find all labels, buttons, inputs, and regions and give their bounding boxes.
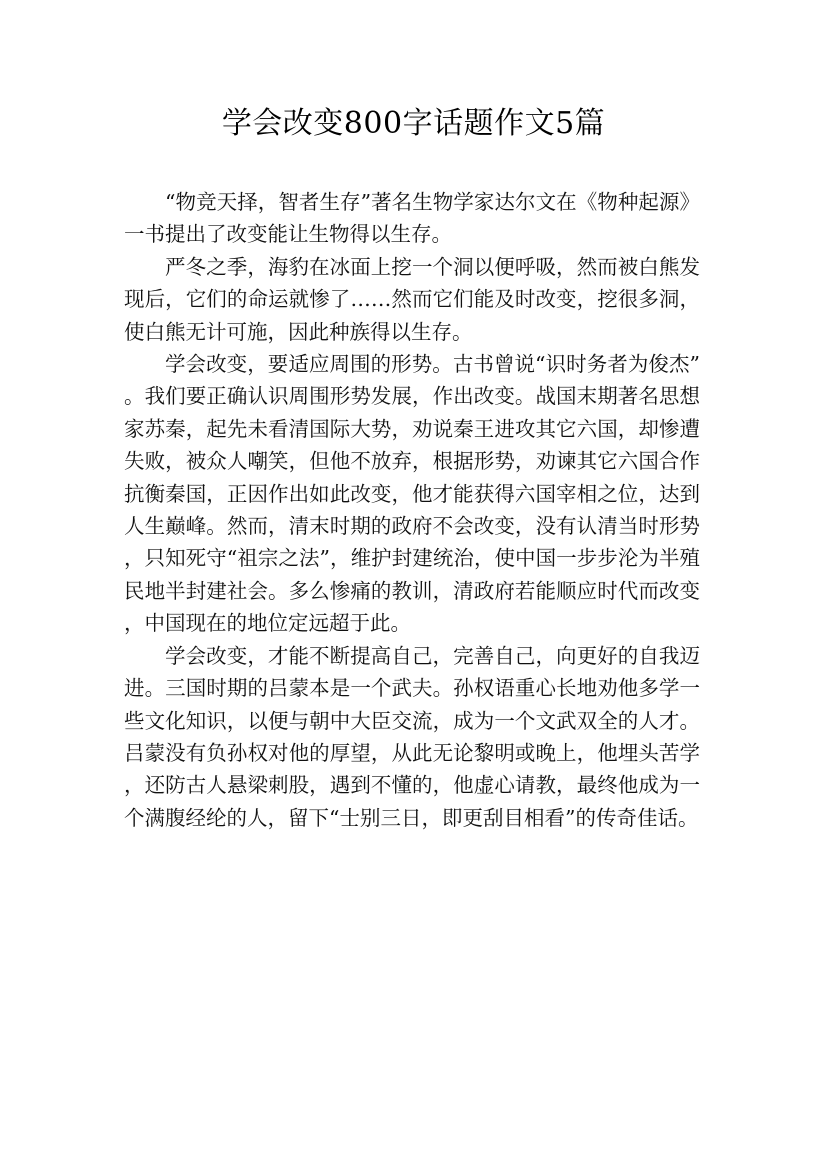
document-body [124,186,700,834]
paragraph-4: 学会改变，才能不断提高自己，完善自己，向更好的自我迈进。三国时期的吕蒙本是一个武夫。孙权语重心长地劝他多学一些文化知识，以便与朝中大臣交流，成为一个文武双全的人才。吕蒙没有负孙权对他的厚望，从此无论黎明或晚上，他埋头苦学，还防古人悬梁刺股，遇到不懂的，他虚心请教，最终他成为一个满腹经纶的人，留下“士别三日，即更刮目相看”的传奇佳话。 [124,643,700,830]
paragraph-1: “物竞天择，智者生存”著名生物学家达尔文在《物种起源》一书提出了改变能让生物得以生存。 [124,190,700,247]
paragraph-2: 严冬之季，海豹在冰面上挖一个洞以便呼吸，然而被白熊发现后，它们的命运就惨了……然而它们能及时改变，挖很多洞，使白熊无计可施，因此种族得以生存。 [124,254,700,344]
document-title: 学会改变800字话题作文5篇 [221,106,606,141]
paragraph-3: 学会改变，要适应周围的形势。古书曾说“识时务者为俊杰”。我们要正确认识周围形势发展，作出改变。战国末期著名思想家苏秦，起先未看清国际大势，劝说秦王进攻其它六国，却惨遭失败，被众人嘲笑，但他不放弃，根据形势，劝谏其它六国合作抗衡秦国，正因作出如此改变，他才能获得六国宰相之位，达到人生巅峰。然而，清末时期的政府不会改变，没有认清当时形势，只知死守“祖宗之法”，维护封建统治，使中国一步步沦为半殖民地半封建社会。多么惨痛的教训，清政府若能顺应时代而改变，中国现在的地位定远超于此。 [124,352,700,636]
